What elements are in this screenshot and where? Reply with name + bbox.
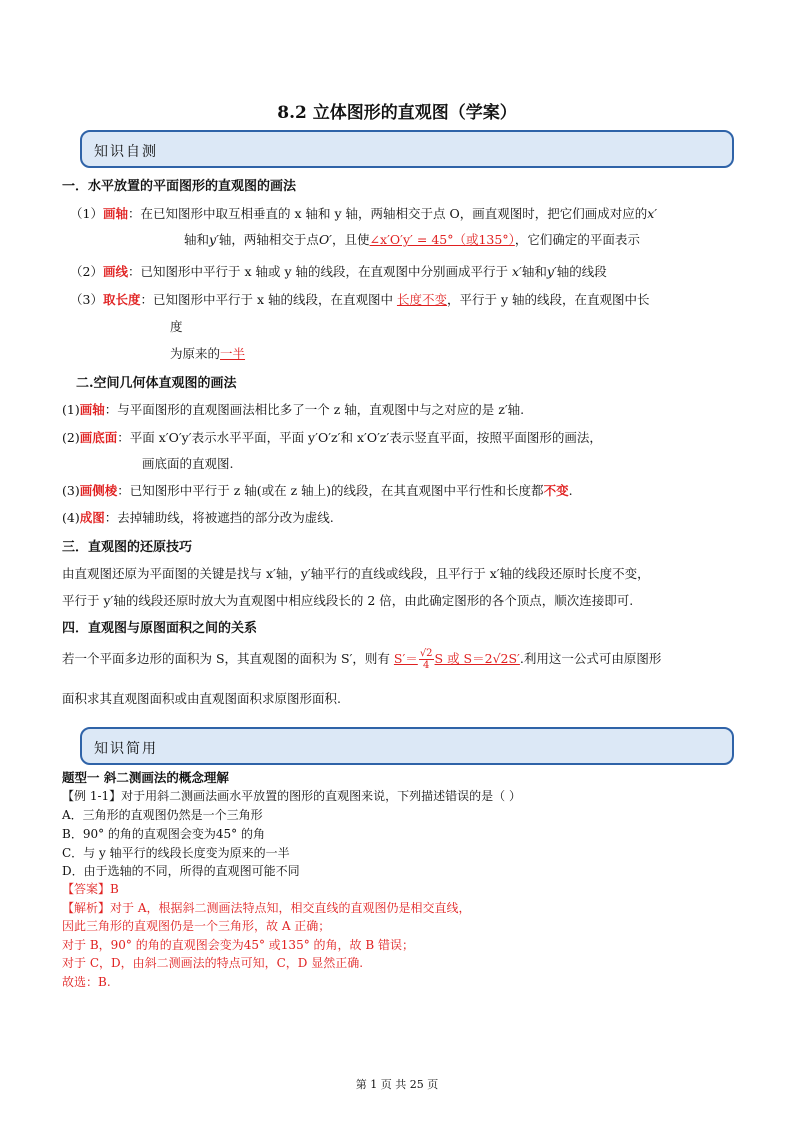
math-symbol: x′ <box>647 206 658 221</box>
keyword: 画线 <box>102 264 128 279</box>
item-number: （2） <box>70 264 103 279</box>
section-heading-2: 二.空间几何体直观图的画法 <box>76 376 237 391</box>
page-footer: 第 1 页 共 25 页 <box>355 1078 439 1091</box>
math-symbol: O′ <box>318 232 333 247</box>
s4-para-line-2: 面积求其直观图面积或由直观图面积求原图形面积. <box>62 691 341 706</box>
s1-item-3-cont: 度 <box>170 319 183 334</box>
item-text: . <box>568 483 573 498</box>
math-symbol: y′ <box>546 264 557 279</box>
underlined-answer: 一半 <box>220 346 246 361</box>
keyword: 画侧棱 <box>79 483 118 498</box>
option-d: D．由于选轴的不同，所得的直观图可能不同 <box>62 864 300 878</box>
item-text: ，平行于 y 轴的线段，在直观图中长 <box>446 292 650 307</box>
item-text: ：已知图形中平行于 x 轴或 y 轴的线段，在直观图中分别画成平行于 <box>127 264 508 279</box>
item-text: ，它们确定的平面表示 <box>514 232 640 247</box>
s4-para-line-1 <box>62 648 661 671</box>
explanation-line-2: 因此三角形的直观图仍是一个三角形，故 A 正确； <box>62 919 331 933</box>
explanation-line-4: 对于 C，D，由斜二测画法的特点可知，C，D 显然正确. <box>62 956 364 970</box>
s1-item-2 <box>70 262 607 280</box>
fraction-numerator: √2 <box>419 648 433 659</box>
item-text: ：去掉辅助线，将被遮挡的部分改为虚线. <box>104 510 334 525</box>
item-number: (3) <box>62 483 80 498</box>
explanation-line-5: 故选：B. <box>62 975 111 989</box>
s3-para-line-1: 由直观图还原为平面图的关键是找与 x′轴，y′轴平行的直线或线段，且平行于 x′轴的线段还原时长度不变， <box>62 566 650 581</box>
keyword: 画轴 <box>102 206 128 221</box>
item-number: (2) <box>62 430 80 445</box>
option-b: B．90° 的角的直观图会变为45° 的角 <box>62 827 265 841</box>
page-title: 8.2 立体图形的直观图（学案） <box>277 103 517 123</box>
fraction <box>419 648 434 671</box>
item-text: ，且使 <box>332 232 370 247</box>
item-text: ：在已知图形中取互相垂直的 x 轴和 y 轴，两轴相交于点 O，画直观图时，把它们画成对应的 <box>127 206 648 221</box>
s2-item-4 <box>62 508 334 526</box>
s3-para-line-2: 平行于 y′轴的线段还原时放大为直观图中相应线段长的 2 倍，由此确定图形的各个顶点，顺次连接即可. <box>62 593 634 608</box>
explanation-line-3: 对于 B，90° 的角的直观图会变为45° 或135° 的角，故 B 错误； <box>62 938 414 952</box>
s1-item-1 <box>70 204 657 222</box>
question-stem: 【例 1-1】对于用斜二测画法画水平放置的图形的直观图来说，下列描述错误的是（ ） <box>62 789 521 803</box>
keyword: 画底面 <box>79 430 118 445</box>
formula-part: S 或 S＝2√2S′ <box>434 651 520 666</box>
s2-item-2-cont: 画底面的直观图. <box>142 456 234 471</box>
item-text: ：平面 x′O′y′表示水平平面，平面 y′O′z′和 x′O′z′表示竖直平面，按照平面图形的画法， <box>117 430 602 445</box>
area-formula <box>393 648 520 671</box>
keyword: 不变 <box>543 483 569 498</box>
item-number: （1） <box>70 206 103 221</box>
item-number: （3） <box>70 292 103 307</box>
answer: 【答案】B <box>62 882 119 896</box>
s2-item-2 <box>62 428 602 446</box>
section-heading-4: 四．直观图与原图面积之间的关系 <box>62 621 258 636</box>
math-symbol: x′ <box>511 264 522 279</box>
underlined-answer: 长度不变 <box>396 292 447 307</box>
section-box-label: 知识简用 <box>94 741 158 757</box>
item-text: 若一个平面多边形的面积为 S，其直观图的面积为 S′，则有 <box>62 651 390 666</box>
keyword: 画轴 <box>79 402 105 417</box>
item-text: 为原来的 <box>170 346 221 361</box>
item-text: ：已知图形中平行于 x 轴的线段，在直观图中 <box>140 292 393 307</box>
s2-item-1 <box>62 400 524 418</box>
formula-part: S′＝ <box>393 651 418 666</box>
section-heading-3: 三．直观图的还原技巧 <box>62 540 193 555</box>
question-type: 题型一 斜二测画法的概念理解 <box>62 770 229 785</box>
section-box-knowledge-test <box>80 130 734 168</box>
item-text: 轴和 <box>521 264 547 279</box>
explanation-line-1: 【解析】对于 A，根据斜二测画法特点知，相交直线的直观图仍是相交直线， <box>62 901 471 915</box>
s1-item-3 <box>70 290 649 308</box>
item-number: (1) <box>62 402 80 417</box>
item-text: 轴的线段 <box>556 264 607 279</box>
underlined-answer: ∠x′O′y′ = 45°（或135°） <box>369 232 515 247</box>
item-text: 轴，两轴相交于点 <box>218 232 319 247</box>
fraction-denominator: 4 <box>422 660 430 671</box>
s1-item-1-cont <box>184 230 640 248</box>
option-a: A．三角形的直观图仍然是一个三角形 <box>62 808 263 822</box>
keyword: 取长度 <box>102 292 141 307</box>
option-c: C．与 y 轴平行的线段长度变为原来的一半 <box>62 846 290 860</box>
section-heading-1: 一．水平放置的平面图形的直观图的画法 <box>62 179 297 194</box>
item-text: ：与平面图形的直观图画法相比多了一个 z 轴，直观图中与之对应的是 z′轴. <box>104 402 525 417</box>
item-number: (4) <box>62 510 80 525</box>
item-text: .利用这一公式可由原图形 <box>519 651 662 666</box>
math-symbol: y′ <box>209 232 219 247</box>
item-text: ：已知图形中平行于 z 轴(或在 z 轴上)的线段，在其直观图中平行性和长度都 <box>117 483 544 498</box>
keyword: 成图 <box>79 510 105 525</box>
s1-item-3-cont2 <box>170 344 245 362</box>
section-box-label: 知识自测 <box>94 144 158 160</box>
item-text: 轴和 <box>184 232 210 247</box>
section-box-knowledge-use <box>80 727 734 765</box>
s2-item-3 <box>62 481 573 499</box>
